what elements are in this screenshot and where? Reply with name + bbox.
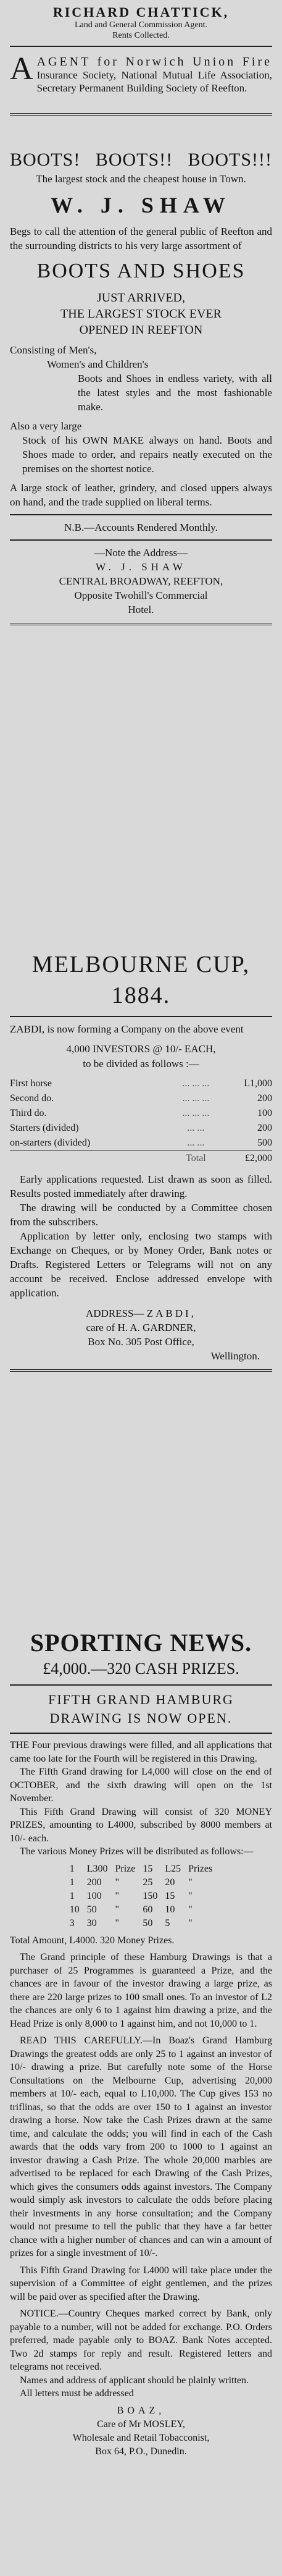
- total-amount-line: Total Amount, L4000. 320 Money Prizes.: [10, 1935, 175, 1946]
- amount-1: 50: [86, 1904, 97, 1915]
- count-1: 10: [69, 1904, 80, 1915]
- sport-title: SPORTING NEWS.: [30, 1629, 252, 1657]
- sport-para-2: The Fifth Grand drawing for L4,000 will close on the end of OCTOBER, and the sixth drawing will open on the 1st November.: [10, 1767, 272, 1804]
- cup-title: MELBOURNE CUP, 1884.: [31, 952, 251, 1008]
- address-name: ZABDI,: [146, 1307, 196, 1319]
- cup-para-3: Application by letter only, enclosing two stamps with Exchange on Cheques, or by Money Order, Bank notes or Drafts. Registered Letters or Telegrams will not on any account be received. Enclose addressed envelope with application.: [10, 1230, 272, 1299]
- sig-block: [10, 2404, 272, 2459]
- boots-word-3: BOOTS!!!: [188, 150, 272, 170]
- count-1: 3: [69, 1917, 75, 1928]
- also-1: Also a very large: [10, 420, 82, 432]
- sport-cash-prizes: £4,000.—320 CASH PRIZES.: [43, 1660, 239, 1678]
- table-row: [10, 1106, 272, 1121]
- sport-para-4: The various Money Prizes will be distributed as follows:—: [20, 1846, 254, 1857]
- word-1: ": [115, 1877, 120, 1888]
- amount-1: 200: [86, 1877, 102, 1888]
- divider: [10, 539, 272, 541]
- drawing-now-open: DRAWING IS NOW OPEN.: [49, 1710, 233, 1726]
- sport-para-8: NOTICE.—Country Cheques marked correct by Bank, only payable to a number, will not be added for exchange. P.O. Orders preferred, made payable only to BOAZ. Bank Notes accepted. Two 2d stamps for reply and result. Registered letters and telegrams not received.: [10, 2308, 272, 2372]
- table-row: [10, 1076, 272, 1091]
- prize-dots: ... ... ...: [182, 1078, 210, 1089]
- table-row: [66, 1917, 217, 1930]
- chattick-name: RICHARD CHATTICK,: [52, 4, 230, 20]
- boots-banner: [10, 148, 272, 172]
- shaw-address-name: W. J. SHAW: [96, 561, 186, 573]
- amount-1: 30: [86, 1917, 97, 1928]
- table-row-total: [10, 1151, 272, 1167]
- prize-amount: 100: [257, 1108, 272, 1118]
- word-2: ": [188, 1877, 193, 1888]
- sport-para-1: THE Four previous drawings were filled, and all applications that came too late for the Fourth will be registered in this Drawing.: [10, 1740, 272, 1764]
- total-amount: £2,000: [223, 1151, 272, 1167]
- word-1: ": [115, 1890, 120, 1901]
- prize-amount: 200: [257, 1123, 272, 1133]
- boots-word-2: BOOTS!!: [95, 150, 173, 170]
- sport-para-10: All letters must be addressed: [20, 2388, 134, 2399]
- cup-para-2: The drawing will be conducted by a Committee chosen from the subscribers.: [10, 1202, 272, 1228]
- prize-amount: 200: [257, 1093, 272, 1104]
- chattick-ad: [10, 0, 272, 56]
- leather-stock: A large stock of leather, grindery, and closed uppers always on hand, and the trade supplied on liberal terms.: [10, 482, 272, 508]
- table-row: [10, 1136, 272, 1151]
- chattick-line1: Land and General Commission Agent.: [74, 20, 208, 30]
- word-2: ": [188, 1917, 193, 1928]
- shaw-address-2: Opposite Twohill's Commercial: [74, 589, 208, 601]
- word-2: Prizes: [188, 1863, 213, 1874]
- sig-line-3: Box 64, P.O., Dunedin.: [95, 2446, 187, 2457]
- cup-para-1: Early applications requested. List drawn as soon as filled. Results posted immediately after drawing.: [10, 1173, 272, 1199]
- prize-label: on-starters (divided): [10, 1138, 91, 1148]
- word-1: ": [115, 1917, 120, 1928]
- agent-drop-letter: A: [10, 51, 33, 87]
- prize-dots: ... ...: [187, 1123, 205, 1133]
- count-2: 150: [143, 1890, 158, 1901]
- count-2: 60: [143, 1904, 153, 1915]
- prize-label: Starters (divided): [10, 1123, 79, 1133]
- amount-2: 10: [165, 1904, 175, 1915]
- prize-dots: ... ... ...: [182, 1108, 210, 1118]
- agent-text: Insurance Society, National Mutual Life Association, Secretary Permanent Building Society of Reefton.: [36, 69, 272, 94]
- cup-box: Box No. 305 Post Office,: [88, 1336, 194, 1348]
- amount-2: 5: [165, 1917, 170, 1928]
- table-row: [66, 1890, 217, 1903]
- consisting-2: Women's and Children's: [47, 358, 149, 370]
- chattick-line2: Rents Collected.: [112, 31, 170, 40]
- consisting-1: Consisting of Men's,: [10, 344, 97, 356]
- prize-label: Second do.: [10, 1093, 54, 1104]
- amount-2: 15: [165, 1890, 175, 1901]
- table-row: [66, 1903, 217, 1917]
- cup-address: [10, 1306, 272, 1320]
- sport-para-9: Names and address of applicant should be plainly written.: [20, 2375, 249, 2386]
- sig-name: BOAZ,: [117, 2405, 165, 2416]
- agent-heading: AGENT for Norwich Union Fire: [36, 55, 272, 69]
- agent-ad: [10, 51, 272, 148]
- sig-line-1: Care of Mr MOSLEY,: [97, 2418, 185, 2430]
- opened-in-reefton: OPENED IN REEFTON: [79, 323, 203, 337]
- count-2: 15: [143, 1863, 153, 1874]
- boots-word-1: BOOTS!: [10, 150, 81, 170]
- cup-investors: 4,000 INVESTORS @ 10/- EACH,: [66, 1043, 216, 1055]
- cup-divided: to be divided as follows :—: [83, 1058, 199, 1070]
- table-row: [66, 1862, 217, 1876]
- nb-accounts: N.B.—Accounts Rendered Monthly.: [64, 522, 218, 533]
- amount-2: 20: [165, 1877, 175, 1888]
- prize-label: Third do.: [10, 1108, 47, 1118]
- count-1: 1: [69, 1863, 75, 1874]
- draw-prize-table: [66, 1862, 217, 1930]
- just-arrived: JUST ARRIVED,: [97, 291, 185, 305]
- sig-line-2: Wholesale and Retail Tobacconist,: [72, 2432, 210, 2443]
- sport-para-6: READ THIS CAREFULLY.—In Boaz's Grand Hamburg Drawings the greatest odds are only 25 to 1 against an investor of 10/- drawing a prize. But carefully note some of the Horse Consultations on the Melbourne Cup, advertising 20,000 members at 10/- each, equal to L10,000. The Cup gives 153 no triflinas, so that the odds are over 150 to 1 against an investor drawing a horse. Now take the Cash Prizes drawn at the same time, and calculate the odds; you will find in each of the Cash awards that the odds vary from 200 to 1000 to 1 against an investor drawing a Cash Prize. The whole 20,000 marbles are advertised to be replaced for each Drawing of the Cash Prizes, which gives the consumers odds against investors. The Company would simply ask investors to calculate the odds before placing their investments in any horse consultation; and the Company would not presume to tell the public that they have a far better chance with a higher number of chances and can win a amount of prizes for a single investment of 10/-.: [10, 2035, 272, 2258]
- shaw-name: W. J. SHAW: [51, 193, 231, 217]
- total-label: Total: [169, 1151, 223, 1167]
- amount-1: 100: [86, 1890, 102, 1901]
- prize-label: First horse: [10, 1078, 52, 1089]
- also-2: Stock of his OWN MAKE always on hand. Boots and Shoes made to order, and repairs neatly executed on the premises on the shortest notice.: [22, 434, 272, 475]
- shaw-begs: Begs to call the attention of the general public of Reefton and the surrounding districts to his very large assortment of: [10, 226, 272, 251]
- table-row: [10, 1121, 272, 1136]
- word-1: ": [115, 1904, 120, 1915]
- divider: [10, 623, 272, 625]
- table-row: [10, 1091, 272, 1106]
- largest-stock: THE LARGEST STOCK EVER: [60, 307, 222, 321]
- sporting-news-ad: [10, 1628, 272, 2459]
- amount-2: L25: [165, 1863, 181, 1874]
- sport-para-5: The Grand principle of these Hamburg Drawings is that a purchaser of 25 Programmes is guaranteed a Prize, and the chances are in favour of the investor drawing a large prize, as there are 220 large prizes to 100 small ones. To an investor of L2 the chances are only 6 to 1 against him drawing a prize, and the Head Prize is only 8,000 to 1 against him, and not 10,000 to 1.: [10, 1952, 272, 2029]
- prize-dots: ... ...: [187, 1138, 205, 1148]
- note-address: —Note the Address—: [94, 547, 188, 559]
- divider: [10, 46, 272, 47]
- prize-amount: 500: [257, 1138, 272, 1148]
- table-row: [66, 1876, 217, 1890]
- cup-lead: ZABDI, is now forming a Company on the above event: [10, 1023, 244, 1035]
- shaw-ad: [10, 148, 272, 949]
- agent-paragraph: [10, 51, 272, 95]
- sport-para-3: This Fifth Grand Drawing will consist of 320 MONEY PRIZES, amounting to L4000, subscribed by 8000 members at 10/- each.: [10, 1806, 272, 1844]
- address-label: ADDRESS—: [86, 1307, 144, 1319]
- divider: [10, 113, 272, 116]
- divider: [10, 1733, 272, 1734]
- divider: [10, 514, 272, 515]
- count-1: 1: [69, 1877, 75, 1888]
- fifth-grand-hamburg: FIFTH GRAND HAMBURG: [48, 1692, 234, 1707]
- amount-1: L300: [86, 1863, 108, 1874]
- word-1: Prize: [115, 1863, 136, 1874]
- divider: [10, 1369, 272, 1372]
- cup-city: Wellington.: [210, 1350, 260, 1362]
- prize-dots: ... ... ...: [182, 1093, 210, 1104]
- word-2: ": [188, 1904, 193, 1915]
- count-2: 50: [143, 1917, 153, 1928]
- melbourne-cup-ad: [10, 949, 272, 1628]
- shaw-address-3: Hotel.: [128, 604, 154, 615]
- boots-and-shoes-heading: BOOTS AND SHOES: [36, 260, 246, 282]
- cup-prize-table: [10, 1076, 272, 1166]
- sport-para-7: This Fifth Grand Drawing for L4000 will take place under the supervision of a Committee of eight gentlemen, and the prizes will be paid over as specified after the Drawing.: [10, 2265, 272, 2302]
- count-1: 1: [69, 1890, 75, 1901]
- divider: [10, 1684, 272, 1686]
- divider: [10, 1016, 272, 1017]
- shaw-intro: The largest stock and the cheapest house in Town.: [36, 173, 246, 185]
- shaw-address-1: CENTRAL BROADWAY, REEFTON,: [59, 575, 223, 587]
- prize-amount: L1,000: [244, 1078, 272, 1089]
- cup-care: care of H. A. GARDNER,: [86, 1322, 196, 1333]
- consisting-3: Boots and Shoes in endless variety, with all the latest styles and the most fashionable make.: [78, 373, 272, 413]
- count-2: 25: [143, 1877, 153, 1888]
- word-2: ": [188, 1890, 193, 1901]
